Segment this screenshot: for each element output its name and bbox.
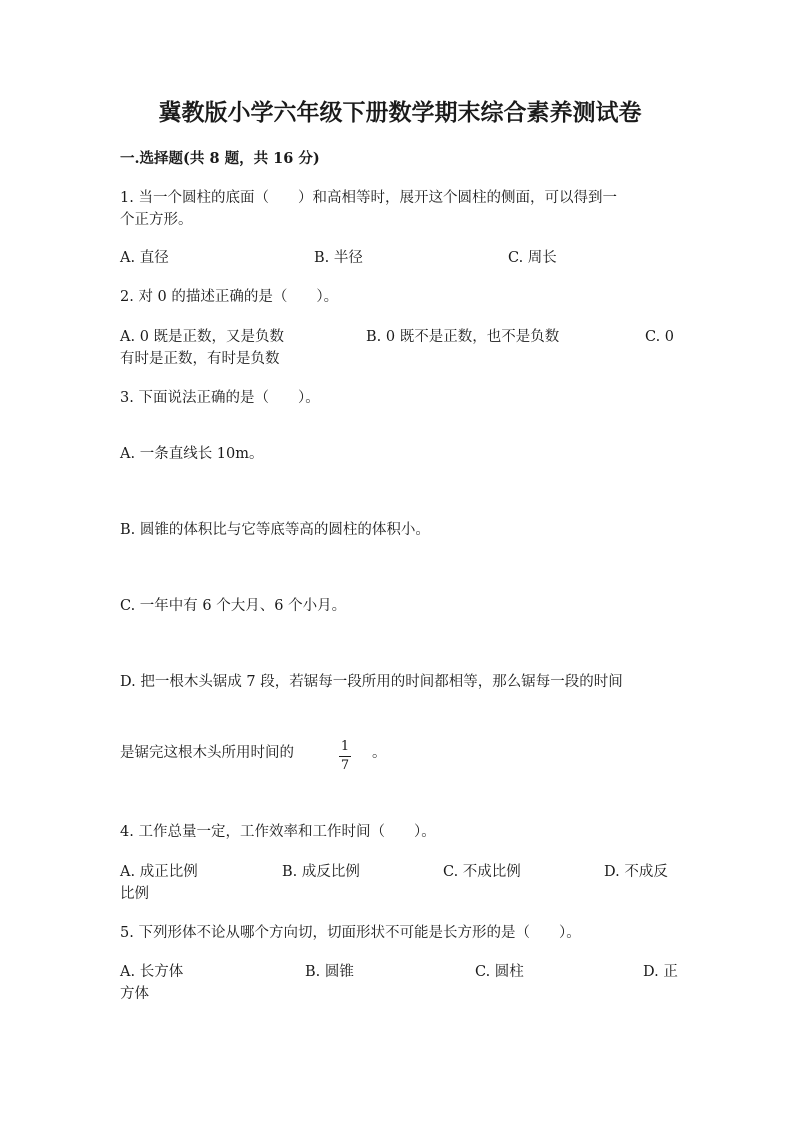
question-4-option-a: A. 成正比例 xyxy=(120,864,198,880)
question-1-option-c: C. 周长 xyxy=(508,250,557,266)
question-2-option-c-wrap: 有时是正数，有时是负数 xyxy=(120,351,280,367)
question-4-option-d: D. 不成反 xyxy=(604,864,668,880)
question-5-option-c: C. 圆柱 xyxy=(475,964,524,980)
fraction-bar xyxy=(339,756,351,757)
question-2-stem: 2. 对 0 的描述正确的是（ ）。 xyxy=(120,289,339,305)
fraction-denominator: 7 xyxy=(340,758,350,773)
question-5-option-a: A. 长方体 xyxy=(120,964,184,980)
question-2-option-b: B. 0 既不是正数，也不是负数 xyxy=(366,329,560,345)
question-1-stem-line1: 1. 当一个圆柱的底面（ ）和高相等时，展开这个圆柱的侧面，可以得到一 xyxy=(120,190,617,206)
question-2-option-c: C. 0 xyxy=(645,329,675,345)
question-3-option-b: B. 圆锥的体积比与它等底等高的圆柱的体积小。 xyxy=(120,522,430,538)
question-5-stem: 5. 下列形体不论从哪个方向切，切面形状不可能是长方形的是（ ）。 xyxy=(120,925,581,941)
question-5-option-b: B. 圆锥 xyxy=(305,964,354,980)
question-1-stem-line2: 个正方形。 xyxy=(120,212,193,228)
question-3-option-d-line2: 是锯完这根木头所用时间的 xyxy=(120,745,294,761)
question-4-stem: 4. 工作总量一定，工作效率和工作时间（ ）。 xyxy=(120,824,436,840)
fraction-numerator: 1 xyxy=(340,739,350,754)
question-3-option-d-line1: D. 把一根木头锯成 7 段，若锯每一段所用的时间都相等，那么锯每一段的时间 xyxy=(120,674,623,690)
question-3-option-a: A. 一条直线长 10m。 xyxy=(120,446,264,462)
question-4-option-d-wrap: 比例 xyxy=(120,886,149,902)
question-2-option-a: A. 0 既是正数，又是负数 xyxy=(120,329,285,345)
page-title: 冀教版小学六年级下册数学期末综合素养测试卷 xyxy=(158,99,642,126)
question-1-option-a: A. 直径 xyxy=(120,250,169,266)
question-4-option-c: C. 不成比例 xyxy=(443,864,521,880)
question-5-option-d: D. 正 xyxy=(643,964,678,980)
question-1-option-b: B. 半径 xyxy=(314,250,363,266)
fraction-one-seventh xyxy=(338,739,352,774)
question-3-stem: 3. 下面说法正确的是（ ）。 xyxy=(120,390,320,406)
question-4-option-b: B. 成反比例 xyxy=(282,864,360,880)
section-heading: 一.选择题(共 8 题，共 16 分) xyxy=(120,150,320,167)
question-3-option-d-end: 。 xyxy=(372,745,387,761)
question-5-option-d-wrap: 方体 xyxy=(120,986,149,1002)
question-3-option-c: C. 一年中有 6 个大月、6 个小月。 xyxy=(120,598,347,614)
